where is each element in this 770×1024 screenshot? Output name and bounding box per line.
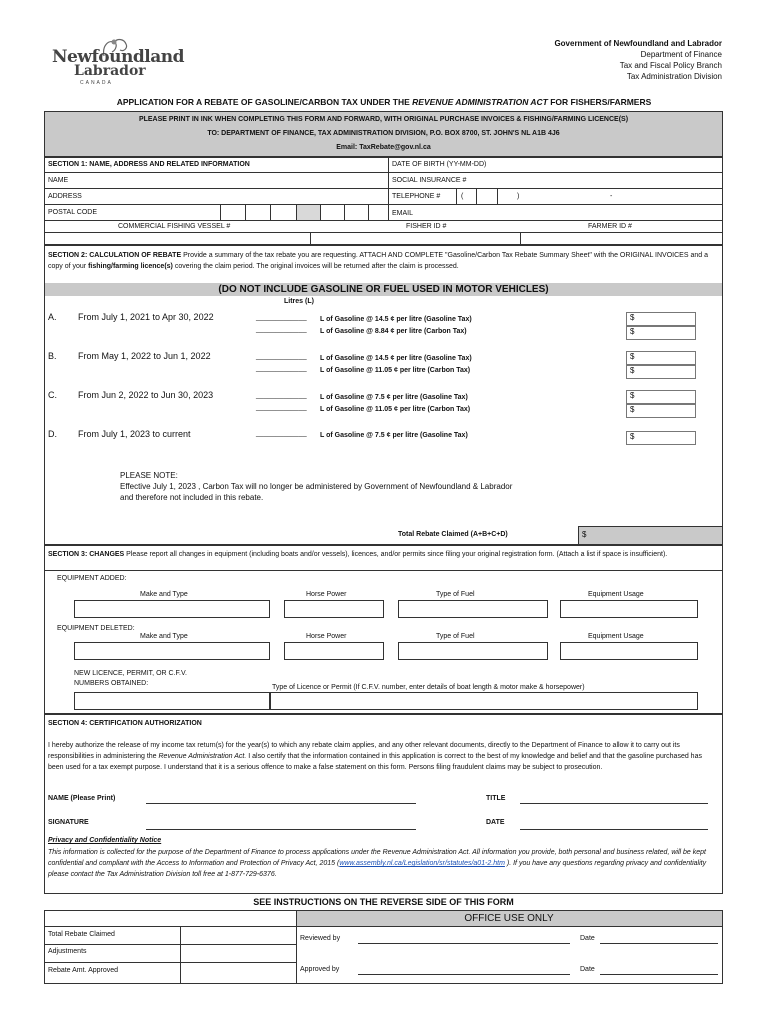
carbon-rate-label: L of Gasoline @ 11.05 ¢ per litre (Carbon Tax) (320, 406, 471, 413)
carbon-litres-blank[interactable]: _____________ (256, 404, 307, 411)
tel-close: ) (517, 193, 520, 200)
carbon-litres-blank[interactable]: _____________ (256, 326, 307, 333)
title-act: REVENUE ADMINISTRATION ACT (412, 97, 548, 107)
farmer-label: FARMER ID # (588, 223, 632, 230)
total-label: Total Rebate Claimed (A+B+C+D) (398, 531, 508, 538)
office-approved-amt-label: Rebate Amt. Approved (48, 967, 119, 974)
gas-amount-field[interactable] (626, 390, 696, 404)
gas-litres-blank[interactable]: _____________ (256, 392, 307, 399)
title-part2: FOR FISHERS/FARMERS (547, 97, 652, 107)
row-period: From July 1, 2023 to current (78, 429, 191, 439)
note-heading: PLEASE NOTE: (120, 471, 178, 480)
gas-rate-label: L of Gasoline @ 14.5 ¢ per litre (Gasoline Tax) (320, 316, 472, 323)
approved-by-label: Approved by (300, 966, 340, 973)
row-letter: B. (48, 351, 57, 361)
exclusion-banner: (DO NOT INCLUDE GASOLINE OR FUEL USED IN MOTOR VEHICLES) (45, 283, 722, 296)
section2-intro (48, 250, 718, 272)
carbon-dollar: $ (630, 327, 635, 336)
branch-name: Tax and Fiscal Policy Branch (619, 61, 722, 70)
logo-line3: CANADA (80, 80, 113, 86)
reviewed-date-label: Date (580, 935, 595, 942)
row-letter: D. (48, 429, 57, 439)
section4-text-a: I hereby authorize the release of my income tax return(s) for the year(s) to which any rebate claim applies, and any other relevant documents, directly to the Department of Finance to allow it to carry out its responsibilities in administering the (48, 742, 680, 760)
carbon-rate-label: L of Gasoline @ 8.84 ¢ per litre (Carbon Tax) (320, 328, 467, 335)
title-label: TITLE (486, 795, 506, 802)
note-line2: and therefore not included in this rebate. (120, 493, 264, 502)
name-print-line[interactable] (146, 803, 416, 804)
gas-litres-blank[interactable]: _____________ (256, 353, 307, 360)
litres-heading: Litres (L) (284, 298, 314, 305)
carbon-amount-field[interactable] (626, 404, 696, 418)
carbon-amount-field[interactable] (626, 326, 696, 340)
approved-date-line[interactable] (600, 974, 718, 975)
instruction-line1: PLEASE PRINT IN INK WHEN COMPLETING THIS FORM AND FORWARD, WITH ORIGINAL PURCHASE INVOICES & FISHING/FARMING LICENCE(S) (138, 116, 629, 123)
vessel-label: COMMERCIAL FISHING VESSEL # (118, 223, 231, 230)
section4-heading: SECTION 4: CERTIFICATION AUTHORIZATION (48, 720, 202, 727)
row-period: From Jun 2, 2022 to Jun 30, 2023 (78, 390, 214, 400)
gas-litres-blank[interactable]: _____________ (256, 430, 307, 437)
address-label: ADDRESS (48, 193, 82, 200)
privacy-heading: Privacy and Confidentiality Notice (48, 837, 162, 844)
sin-label: SOCIAL INSURANCE # (392, 177, 467, 184)
carbon-amount-field[interactable] (626, 365, 696, 379)
licence-type-label: Type of Licence or Permit (If C.F.V. number, enter details of boat length & motor make & horsepower) (272, 684, 585, 691)
gas-amount-field[interactable] (626, 431, 696, 445)
licence-label1: NEW LICENCE, PERMIT, OR C.F.V. (74, 670, 187, 677)
gov-name: Government of Newfoundland and Labrador (554, 39, 722, 48)
gas-amount-field[interactable] (626, 312, 696, 326)
instruction-box (44, 111, 723, 157)
row-period: From May 1, 2022 to Jun 1, 2022 (78, 351, 211, 361)
name-print-label: NAME (Please Print) (48, 795, 116, 802)
licence-type-input[interactable] (270, 692, 698, 710)
instruction-line3: Email: TaxRebate@gov.nl.ca (336, 144, 431, 151)
section1-heading: SECTION 1: NAME, ADDRESS AND RELATED INFORMATION (48, 161, 250, 168)
signature-line[interactable] (146, 829, 416, 830)
row-letter: C. (48, 390, 57, 400)
added-fuel-label: Type of Fuel (436, 591, 475, 598)
carbon-rate-label: L of Gasoline @ 11.05 ¢ per litre (Carbon Tax) (320, 367, 471, 374)
dept-name: Department of Finance (640, 50, 722, 59)
reviewed-by-label: Reviewed by (300, 935, 341, 942)
carbon-dollar: $ (630, 366, 635, 375)
office-adjust-label: Adjustments (48, 948, 87, 955)
section2-text-c: covering the claim period. The original invoices will be returned after the claim is processed. (172, 263, 459, 270)
carbon-dollar: $ (630, 405, 635, 414)
row-period: From July 1, 2021 to Apr 30, 2022 (78, 312, 214, 322)
approved-by-line[interactable] (358, 974, 570, 975)
gas-amount-field[interactable] (626, 351, 696, 365)
privacy-text-a: This information is collected for the purpose of the Department of Finance to process applications under the Revenue Administration Act. All information you provide, both personal and business related, will be kept confidential and compliant with the Access to Information and Protection of Privacy Act, 2015 ( (48, 849, 706, 867)
privacy-link[interactable]: www.assembly.nl.ca/Legislation/sr/statutes/a01-2.htm (339, 860, 505, 867)
licence-number-input[interactable] (74, 692, 270, 710)
date-line[interactable] (520, 829, 708, 830)
telephone-label: TELEPHONE # (392, 193, 441, 200)
instruction-line2: TO: DEPARTMENT OF FINANCE, TAX ADMINISTRATION DIVISION, P.O. BOX 8700, ST. JOHN'S NL A1B 4J6 (207, 130, 560, 137)
added-hp-input[interactable] (284, 600, 384, 618)
deleted-make-label: Make and Type (140, 633, 188, 640)
logo-line1: Newfoundland (52, 47, 184, 67)
tel-open: ( (461, 193, 464, 200)
total-dollar: $ (582, 530, 587, 539)
total-field[interactable] (578, 526, 723, 545)
privacy-text-b: ). If you have any questions regarding privacy and confidentiality please contact the Tax Administration Division toll free at 1-877-729-6376. (48, 860, 707, 878)
added-make-label: Make and Type (140, 591, 188, 598)
equipment-deleted-label: EQUIPMENT DELETED: (57, 625, 135, 632)
department-header (554, 38, 722, 82)
office-total-label: Total Rebate Claimed (48, 931, 115, 938)
division-name: Tax Administration Division (626, 72, 722, 81)
section3-heading: SECTION 3: CHANGES (48, 551, 125, 558)
added-usage-label: Equipment Usage (588, 591, 644, 598)
form-title (44, 97, 724, 107)
gas-rate-label: L of Gasoline @ 7.5 ¢ per litre (Gasoline Tax) (320, 394, 468, 401)
tel-dash: - (610, 193, 613, 200)
deleted-fuel-label: Type of Fuel (436, 633, 475, 640)
deleted-hp-input[interactable] (284, 642, 384, 660)
title-part1: APPLICATION FOR A REBATE OF GASOLINE/CARBON TAX UNDER THE (116, 97, 413, 107)
email-label: EMAIL (392, 210, 414, 217)
added-make-input[interactable] (74, 600, 270, 618)
row-letter: A. (48, 312, 57, 322)
section2-text-b: fishing/farming licence(s) (88, 263, 173, 270)
gas-litres-blank[interactable]: _____________ (256, 314, 307, 321)
privacy-text (48, 847, 718, 880)
section2-text-a: Provide a summary of the tax rebate you are requesting. ATTACH AND COMPLETE "Gasoline/Carbon Tax Rebate Summary Sheet" with the ORIGINAL INVOICES and a copy of your (48, 252, 708, 270)
reviewed-date-line[interactable] (600, 943, 718, 944)
fisher-label: FISHER ID # (406, 223, 447, 230)
deleted-fuel-input[interactable] (398, 642, 548, 660)
title-line[interactable] (520, 803, 708, 804)
approved-date-label: Date (580, 966, 595, 973)
section4-text (48, 740, 718, 773)
section3-text: Please report all changes in equipment (including boats and/or vessels), licences, and/or permits since filing your original registration form. (Attach a list if space is insufficient). (124, 551, 668, 558)
postal-separator (296, 205, 320, 220)
section3-intro (48, 549, 718, 560)
postal-label: POSTAL CODE (48, 209, 98, 216)
gas-rate-label: L of Gasoline @ 7.5 ¢ per litre (Gasoline Tax) (320, 432, 468, 439)
deleted-hp-label: Horse Power (306, 633, 347, 640)
reviewed-by-line[interactable] (358, 943, 570, 944)
deleted-usage-input[interactable] (560, 642, 698, 660)
gas-rate-label: L of Gasoline @ 14.5 ¢ per litre (Gasoline Tax) (320, 355, 472, 362)
see-instructions: SEE INSTRUCTIONS ON THE REVERSE SIDE OF THIS FORM (253, 897, 514, 907)
gas-dollar: $ (630, 432, 635, 441)
added-usage-input[interactable] (560, 600, 698, 618)
gas-dollar: $ (630, 391, 635, 400)
dob-label: DATE OF BIRTH (YY-MM-DD) (392, 161, 487, 168)
added-fuel-input[interactable] (398, 600, 548, 618)
gas-dollar: $ (630, 313, 635, 322)
added-hp-label: Horse Power (306, 591, 347, 598)
section2-heading: SECTION 2: CALCULATION OF REBATE (48, 252, 182, 259)
gas-dollar: $ (630, 352, 635, 361)
section4-act: Revenue Administration Act. (158, 753, 247, 760)
logo-line2: Labrador (74, 63, 146, 79)
carbon-litres-blank[interactable]: _____________ (256, 365, 307, 372)
signature-label: SIGNATURE (48, 819, 89, 826)
name-label: NAME (48, 177, 69, 184)
office-use-heading: OFFICE USE ONLY (296, 911, 722, 926)
deleted-usage-label: Equipment Usage (588, 633, 644, 640)
equipment-added-label: EQUIPMENT ADDED: (57, 575, 127, 582)
licence-label2: NUMBERS OBTAINED: (74, 680, 149, 687)
deleted-make-input[interactable] (74, 642, 270, 660)
date-label: DATE (486, 819, 505, 826)
section4-text-b: I also certify that the information contained in this application is correct to the best of my knowledge and belief and that the gasoline purchased has been used for a tax exempt purpose. I understand that it is a serious offence to make a false statement on this form. Persons filing fraudulent claims may be subject to prosecution. (48, 753, 702, 771)
note-line1: Effective July 1, 2023 , Carbon Tax will no longer be administered by Government of Newfoundland & Labrador (120, 482, 513, 491)
